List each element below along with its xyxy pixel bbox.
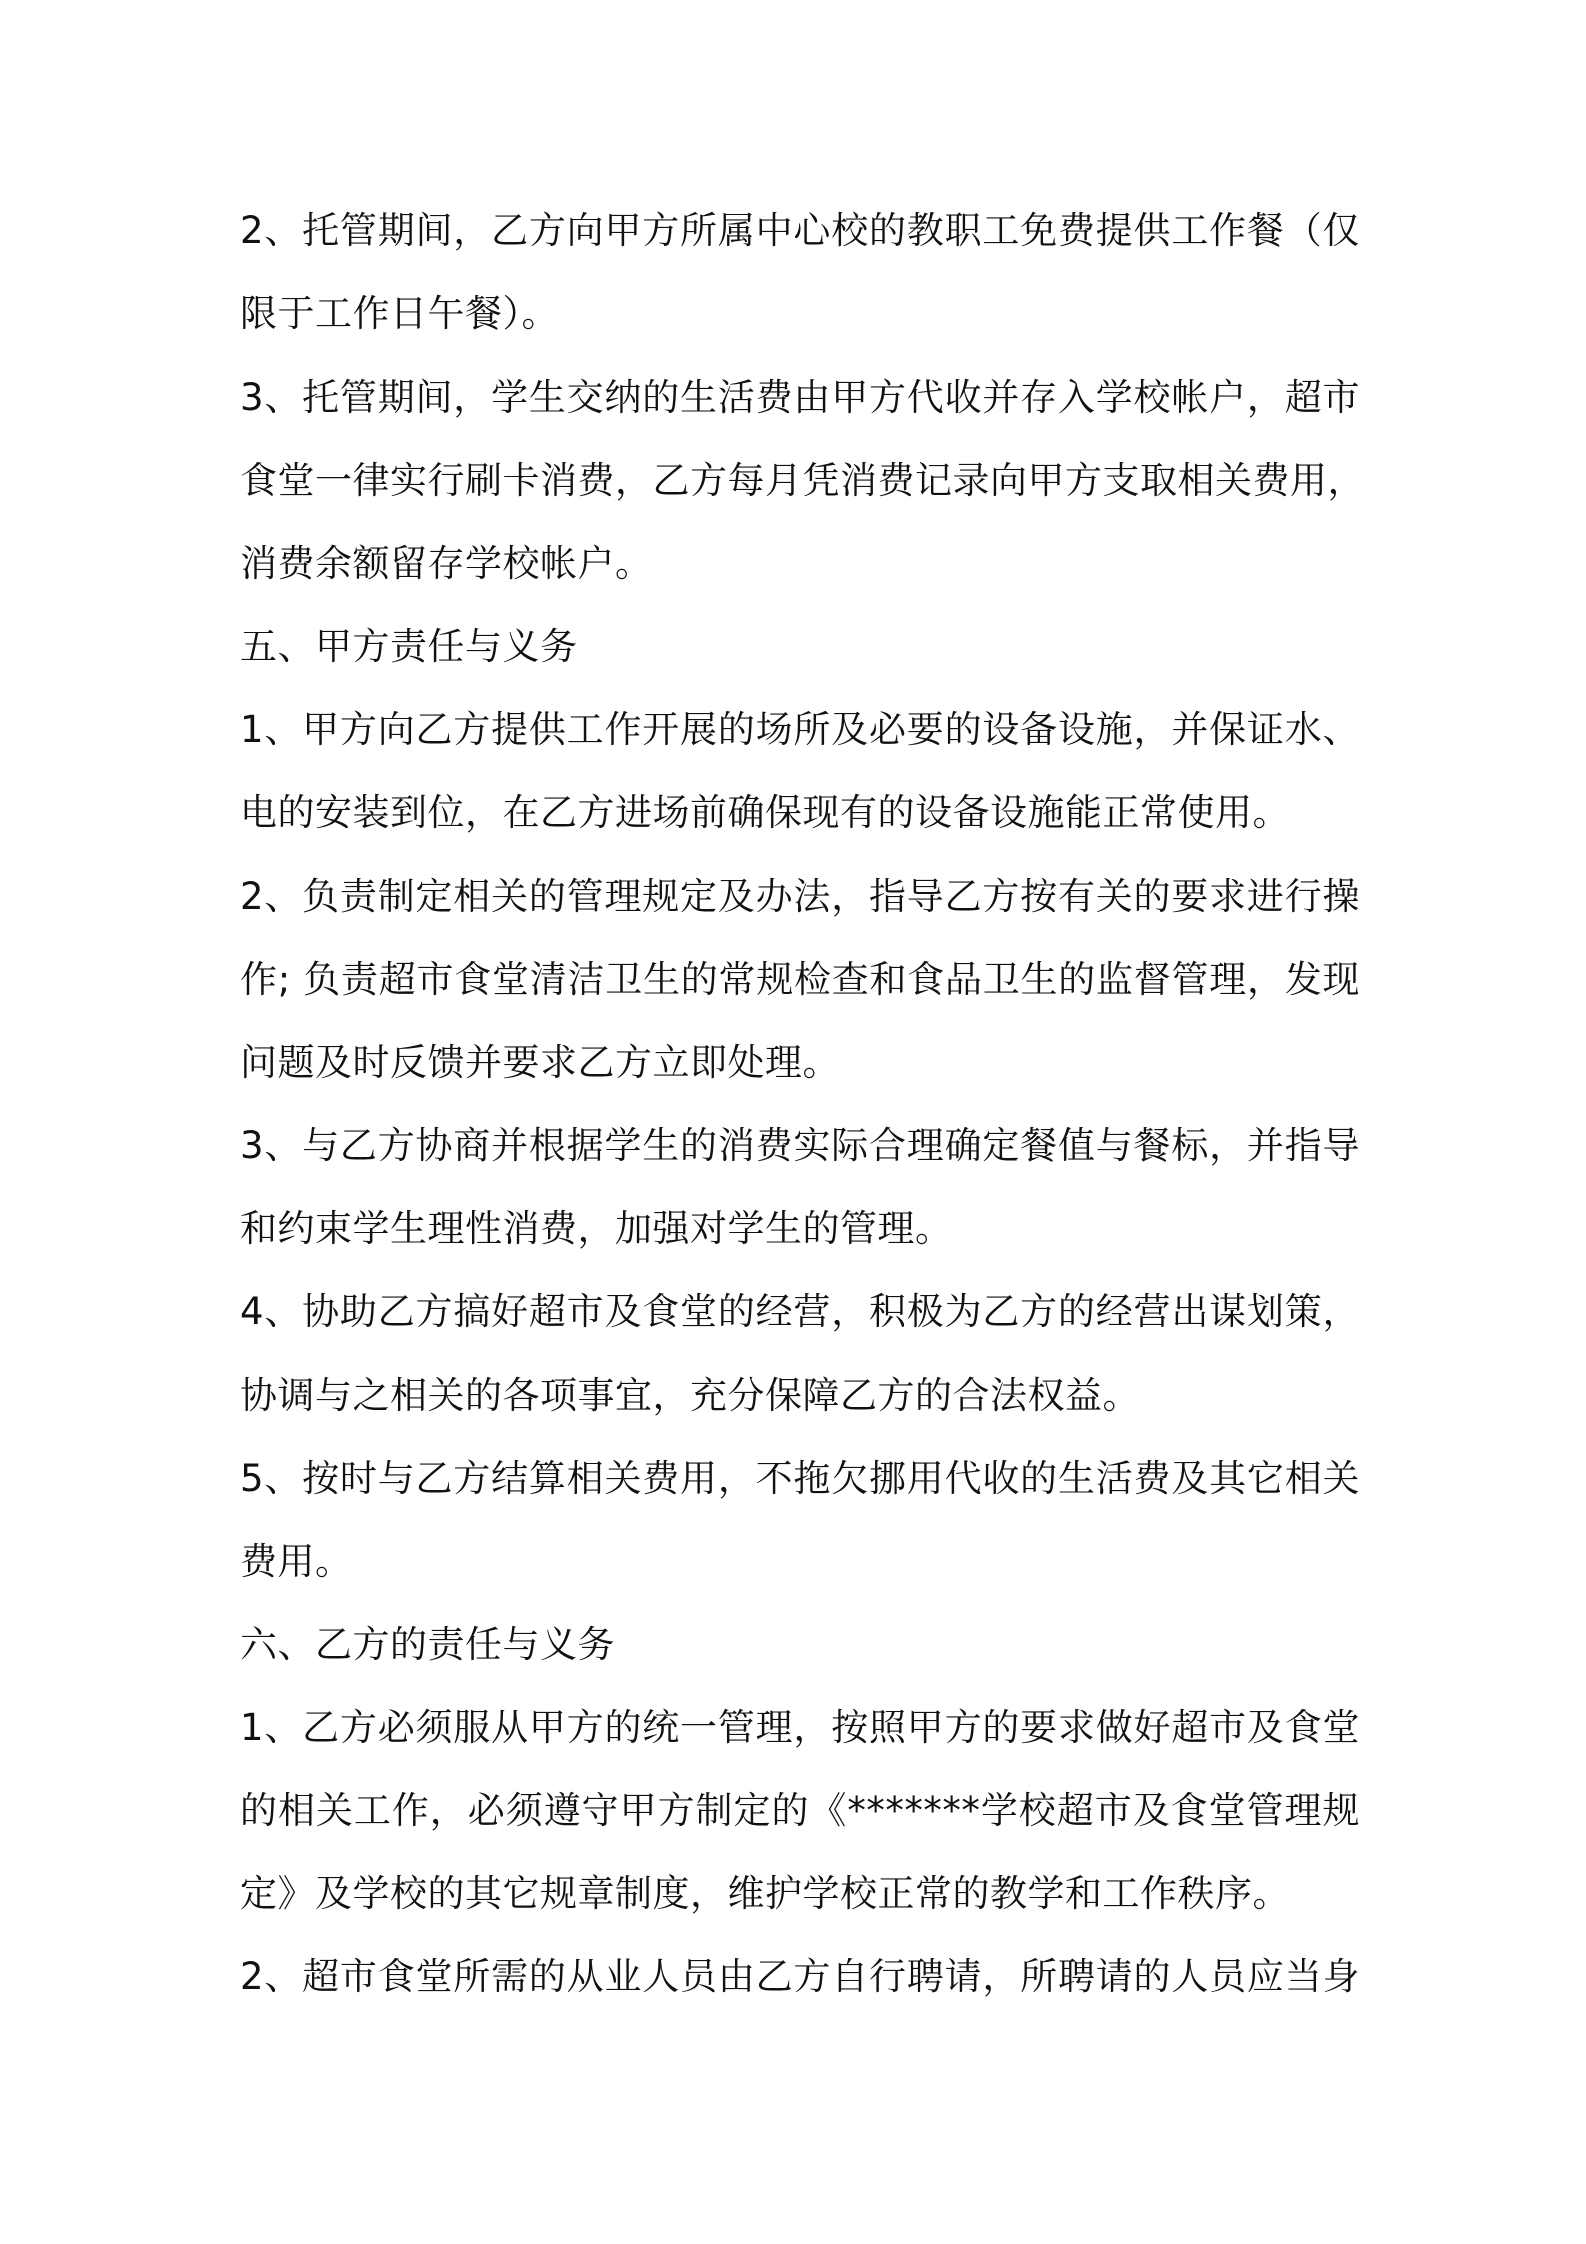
paragraph-line: 4、协助乙方搞好超市及食堂的经营，积极为乙方的经营出谋划策，: [240, 1290, 1360, 1333]
paragraph-line: 定》及学校的其它规章制度，维护学校正常的教学和工作秩序。: [240, 1872, 1290, 1915]
paragraph-line: 作; 负责超市食堂清洁卫生的常规检查和食品卫生的监督管理，发现: [240, 958, 1360, 1001]
paragraph-line: 费用。: [240, 1540, 353, 1583]
paragraph-line: 2、托管期间，乙方向甲方所属中心校的教职工免费提供工作餐（仅: [240, 209, 1360, 252]
paragraph-line: 3、与乙方协商并根据学生的消费实际合理确定餐值与餐标，并指导: [240, 1124, 1360, 1167]
paragraph-line: 电的安装到位，在乙方进场前确保现有的设备设施能正常使用。: [240, 791, 1290, 834]
paragraph-line: 限于工作日午餐）。: [240, 292, 559, 335]
paragraph-line: 2、负责制定相关的管理规定及办法，指导乙方按有关的要求进行操: [240, 875, 1360, 918]
paragraph-line: 消费余额留存学校帐户。: [240, 542, 653, 585]
paragraph-line: 5、按时与乙方结算相关费用，不拖欠挪用代收的生活费及其它相关: [240, 1457, 1360, 1500]
paragraph-line: 的相关工作，必须遵守甲方制定的《*******学校超市及食堂管理规: [240, 1789, 1360, 1832]
paragraph-line: 协调与之相关的各项事宜，充分保障乙方的合法权益。: [240, 1374, 1140, 1417]
paragraph-line: 问题及时反馈并要求乙方立即处理。: [240, 1041, 840, 1084]
section-heading: 五、甲方责任与义务: [240, 625, 578, 668]
paragraph-line: 3、托管期间，学生交纳的生活费由甲方代收并存入学校帐户，超市: [240, 376, 1360, 419]
paragraph-line: 和约束学生理性消费，加强对学生的管理。: [240, 1207, 953, 1250]
paragraph-line: 2、超市食堂所需的从业人员由乙方自行聘请，所聘请的人员应当身: [240, 1955, 1360, 1998]
paragraph-line: 1、甲方向乙方提供工作开展的场所及必要的设备设施，并保证水、: [240, 708, 1360, 751]
paragraph-line: 食堂一律实行刷卡消费，乙方每月凭消费记录向甲方支取相关费用，: [240, 459, 1365, 502]
section-heading: 六、乙方的责任与义务: [240, 1623, 615, 1666]
paragraph-line: 1、乙方必须服从甲方的统一管理，按照甲方的要求做好超市及食堂: [240, 1706, 1360, 1749]
